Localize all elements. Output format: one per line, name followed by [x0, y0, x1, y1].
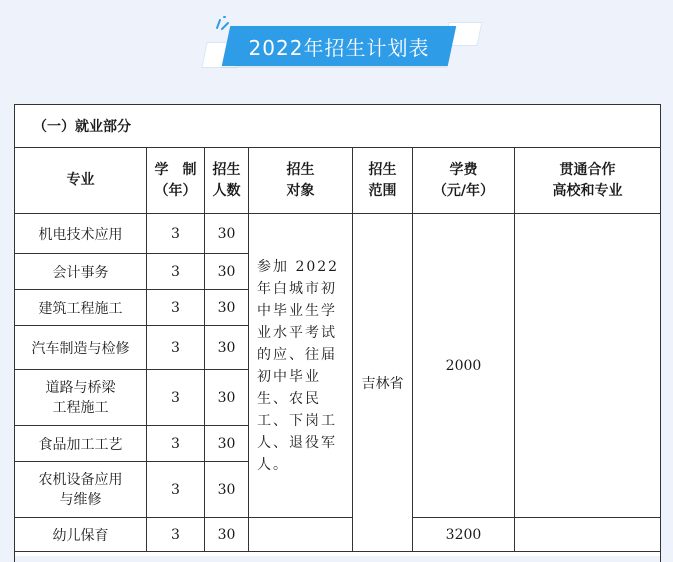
count-cell: 30: [205, 254, 249, 290]
title-banner: [188, 14, 488, 72]
count-cell: 30: [205, 290, 249, 326]
count-cell: 30: [205, 462, 249, 518]
duration-cell: 3: [147, 254, 205, 290]
major-cell: 农机设备应用 与维修: [15, 462, 147, 518]
duration-cell: 3: [147, 326, 205, 370]
major-cell: 道路与桥梁 工程施工: [15, 370, 147, 426]
header-scope: 招生 范围: [353, 148, 413, 214]
enrollment-table-container: [14, 104, 660, 556]
duration-cell: 3: [147, 518, 205, 552]
target-cell-empty: [249, 518, 353, 552]
partner-cell: [515, 518, 661, 552]
page-title: 2022年招生计划表: [248, 35, 430, 60]
header-row: [15, 148, 661, 214]
count-cell: 30: [205, 518, 249, 552]
header-target: 招生 对象: [249, 148, 353, 214]
section-row: [15, 105, 661, 148]
header-major: 专业: [15, 148, 147, 214]
major-cell: 建筑工程施工: [15, 290, 147, 326]
header-duration: 学 制 （年）: [147, 148, 205, 214]
target-cell: 参加 2022 年白城市初中毕业生学业水平考试的应、往届初中毕业生、农民工、下岗工人、退役军人。: [249, 214, 353, 518]
fee-cell: 3200: [413, 518, 515, 552]
major-cell: 食品加工工艺: [15, 426, 147, 462]
duration-cell: 3: [147, 426, 205, 462]
count-cell: 30: [205, 214, 249, 254]
major-cell: 会计事务: [15, 254, 147, 290]
partner-cell: [515, 214, 661, 518]
count-cell: 30: [205, 370, 249, 426]
duration-cell: 3: [147, 370, 205, 426]
scope-cell: 吉林省: [353, 214, 413, 552]
table-row-cut: [15, 552, 661, 562]
enrollment-table: [14, 104, 661, 562]
header-partner: 贯通合作 高校和专业: [515, 148, 661, 214]
count-cell: 30: [205, 426, 249, 462]
section-title: （一）就业部分: [15, 105, 661, 148]
duration-cell: 3: [147, 290, 205, 326]
major-cell: 汽车制造与检修: [15, 326, 147, 370]
duration-cell: 3: [147, 214, 205, 254]
table-row: [15, 518, 661, 552]
fee-cell: 2000: [413, 214, 515, 518]
count-cell: 30: [205, 326, 249, 370]
header-enroll: 招生 人数: [205, 148, 249, 214]
table-row: [15, 214, 661, 254]
duration-cell: 3: [147, 462, 205, 518]
header-fee: 学费 （元/年）: [413, 148, 515, 214]
major-cell: 幼儿保育: [15, 518, 147, 552]
major-cell: 机电技术应用: [15, 214, 147, 254]
